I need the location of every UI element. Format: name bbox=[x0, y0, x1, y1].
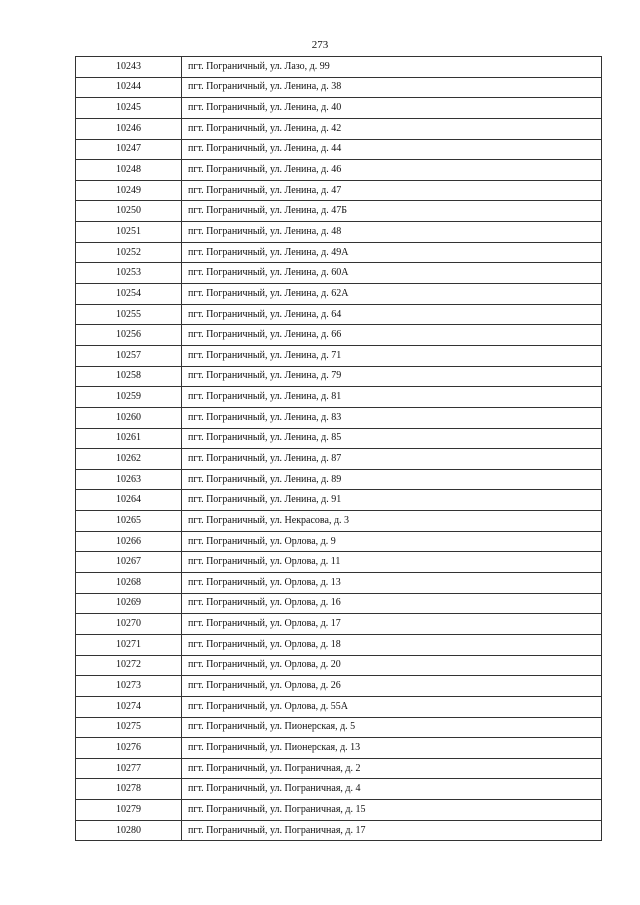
row-number-cell: 10255 bbox=[76, 304, 182, 325]
address-cell: пгт. Пограничный, ул. Ленина, д. 42 bbox=[182, 118, 602, 139]
address-cell: пгт. Пограничный, ул. Пионерская, д. 13 bbox=[182, 738, 602, 759]
page-number: 273 bbox=[311, 39, 329, 51]
table-row bbox=[76, 758, 602, 779]
row-number-cell: 10258 bbox=[76, 366, 182, 387]
address-table-body bbox=[76, 57, 602, 841]
row-number-cell: 10277 bbox=[76, 758, 182, 779]
table-row bbox=[76, 242, 602, 263]
row-number-cell: 10251 bbox=[76, 222, 182, 243]
table-row bbox=[76, 304, 602, 325]
table-row bbox=[76, 614, 602, 635]
table-row bbox=[76, 696, 602, 717]
table-row bbox=[76, 634, 602, 655]
address-cell: пгт. Пограничный, ул. Лазо, д. 99 bbox=[182, 57, 602, 78]
address-cell: пгт. Пограничный, ул. Орлова, д. 20 bbox=[182, 655, 602, 676]
row-number-cell: 10267 bbox=[76, 552, 182, 573]
row-number-cell: 10271 bbox=[76, 634, 182, 655]
row-number-cell: 10248 bbox=[76, 160, 182, 181]
row-number-cell: 10268 bbox=[76, 573, 182, 594]
table-row bbox=[76, 449, 602, 470]
address-cell: пгт. Пограничный, ул. Орлова, д. 55А bbox=[182, 696, 602, 717]
row-number-cell: 10244 bbox=[76, 77, 182, 98]
row-number-cell: 10247 bbox=[76, 139, 182, 160]
row-number-cell: 10280 bbox=[76, 820, 182, 841]
address-cell: пгт. Пограничный, ул. Пограничная, д. 15 bbox=[182, 800, 602, 821]
row-number-cell: 10249 bbox=[76, 180, 182, 201]
address-cell: пгт. Пограничный, ул. Ленина, д. 44 bbox=[182, 139, 602, 160]
address-cell: пгт. Пограничный, ул. Некрасова, д. 3 bbox=[182, 511, 602, 532]
row-number-cell: 10259 bbox=[76, 387, 182, 408]
address-cell: пгт. Пограничный, ул. Ленина, д. 87 bbox=[182, 449, 602, 470]
address-cell: пгт. Пограничный, ул. Ленина, д. 71 bbox=[182, 345, 602, 366]
row-number-cell: 10263 bbox=[76, 469, 182, 490]
table-row bbox=[76, 98, 602, 119]
address-cell: пгт. Пограничный, ул. Пограничная, д. 4 bbox=[182, 779, 602, 800]
row-number-cell: 10270 bbox=[76, 614, 182, 635]
address-cell: пгт. Пограничный, ул. Ленина, д. 91 bbox=[182, 490, 602, 511]
table-row bbox=[76, 676, 602, 697]
address-cell: пгт. Пограничный, ул. Орлова, д. 17 bbox=[182, 614, 602, 635]
table-row bbox=[76, 717, 602, 738]
row-number-cell: 10262 bbox=[76, 449, 182, 470]
table-row bbox=[76, 428, 602, 449]
row-number-cell: 10269 bbox=[76, 593, 182, 614]
table-row bbox=[76, 325, 602, 346]
address-cell: пгт. Пограничный, ул. Ленина, д. 48 bbox=[182, 222, 602, 243]
row-number-cell: 10253 bbox=[76, 263, 182, 284]
table-row bbox=[76, 593, 602, 614]
row-number-cell: 10274 bbox=[76, 696, 182, 717]
address-cell: пгт. Пограничный, ул. Ленина, д. 60А bbox=[182, 263, 602, 284]
row-number-cell: 10254 bbox=[76, 284, 182, 305]
address-cell: пгт. Пограничный, ул. Ленина, д. 38 bbox=[182, 77, 602, 98]
address-cell: пгт. Пограничный, ул. Пионерская, д. 5 bbox=[182, 717, 602, 738]
address-cell: пгт. Пограничный, ул. Ленина, д. 79 bbox=[182, 366, 602, 387]
address-cell: пгт. Пограничный, ул. Орлова, д. 9 bbox=[182, 531, 602, 552]
address-cell: пгт. Пограничный, ул. Ленина, д. 47 bbox=[182, 180, 602, 201]
row-number-cell: 10246 bbox=[76, 118, 182, 139]
table-row bbox=[76, 118, 602, 139]
table-row bbox=[76, 738, 602, 759]
table-row bbox=[76, 387, 602, 408]
address-cell: пгт. Пограничный, ул. Ленина, д. 40 bbox=[182, 98, 602, 119]
row-number-cell: 10272 bbox=[76, 655, 182, 676]
row-number-cell: 10243 bbox=[76, 57, 182, 78]
address-cell: пгт. Пограничный, ул. Ленина, д. 89 bbox=[182, 469, 602, 490]
table-row bbox=[76, 201, 602, 222]
table-row bbox=[76, 531, 602, 552]
table-row bbox=[76, 284, 602, 305]
row-number-cell: 10275 bbox=[76, 717, 182, 738]
row-number-cell: 10266 bbox=[76, 531, 182, 552]
address-cell: пгт. Пограничный, ул. Ленина, д. 46 bbox=[182, 160, 602, 181]
address-cell: пгт. Пограничный, ул. Ленина, д. 47Б bbox=[182, 201, 602, 222]
row-number-cell: 10245 bbox=[76, 98, 182, 119]
table-row bbox=[76, 366, 602, 387]
address-cell: пгт. Пограничный, ул. Ленина, д. 85 bbox=[182, 428, 602, 449]
table-row bbox=[76, 820, 602, 841]
address-cell: пгт. Пограничный, ул. Орлова, д. 11 bbox=[182, 552, 602, 573]
table-row bbox=[76, 469, 602, 490]
address-cell: пгт. Пограничный, ул. Ленина, д. 64 bbox=[182, 304, 602, 325]
table-row bbox=[76, 263, 602, 284]
table-row bbox=[76, 222, 602, 243]
row-number-cell: 10260 bbox=[76, 407, 182, 428]
table-row bbox=[76, 77, 602, 98]
row-number-cell: 10261 bbox=[76, 428, 182, 449]
table-row bbox=[76, 573, 602, 594]
row-number-cell: 10278 bbox=[76, 779, 182, 800]
address-cell: пгт. Пограничный, ул. Ленина, д. 83 bbox=[182, 407, 602, 428]
row-number-cell: 10265 bbox=[76, 511, 182, 532]
address-cell: пгт. Пограничный, ул. Орлова, д. 13 bbox=[182, 573, 602, 594]
table-row bbox=[76, 779, 602, 800]
table-row bbox=[76, 490, 602, 511]
address-cell: пгт. Пограничный, ул. Орлова, д. 18 bbox=[182, 634, 602, 655]
address-cell: пгт. Пограничный, ул. Ленина, д. 49А bbox=[182, 242, 602, 263]
table-row bbox=[76, 180, 602, 201]
table-row bbox=[76, 655, 602, 676]
row-number-cell: 10250 bbox=[76, 201, 182, 222]
table-row bbox=[76, 57, 602, 78]
table-row bbox=[76, 511, 602, 532]
table-row bbox=[76, 160, 602, 181]
row-number-cell: 10276 bbox=[76, 738, 182, 759]
row-number-cell: 10273 bbox=[76, 676, 182, 697]
row-number-cell: 10257 bbox=[76, 345, 182, 366]
address-cell: пгт. Пограничный, ул. Ленина, д. 81 bbox=[182, 387, 602, 408]
row-number-cell: 10256 bbox=[76, 325, 182, 346]
table-row bbox=[76, 345, 602, 366]
table-row bbox=[76, 800, 602, 821]
address-cell: пгт. Пограничный, ул. Орлова, д. 16 bbox=[182, 593, 602, 614]
address-cell: пгт. Пограничный, ул. Ленина, д. 62А bbox=[182, 284, 602, 305]
address-table bbox=[75, 56, 602, 841]
address-cell: пгт. Пограничный, ул. Пограничная, д. 2 bbox=[182, 758, 602, 779]
row-number-cell: 10279 bbox=[76, 800, 182, 821]
address-cell: пгт. Пограничный, ул. Ленина, д. 66 bbox=[182, 325, 602, 346]
address-cell: пгт. Пограничный, ул. Орлова, д. 26 bbox=[182, 676, 602, 697]
row-number-cell: 10252 bbox=[76, 242, 182, 263]
address-cell: пгт. Пограничный, ул. Пограничная, д. 17 bbox=[182, 820, 602, 841]
table-row bbox=[76, 139, 602, 160]
table-row bbox=[76, 407, 602, 428]
row-number-cell: 10264 bbox=[76, 490, 182, 511]
table-row bbox=[76, 552, 602, 573]
